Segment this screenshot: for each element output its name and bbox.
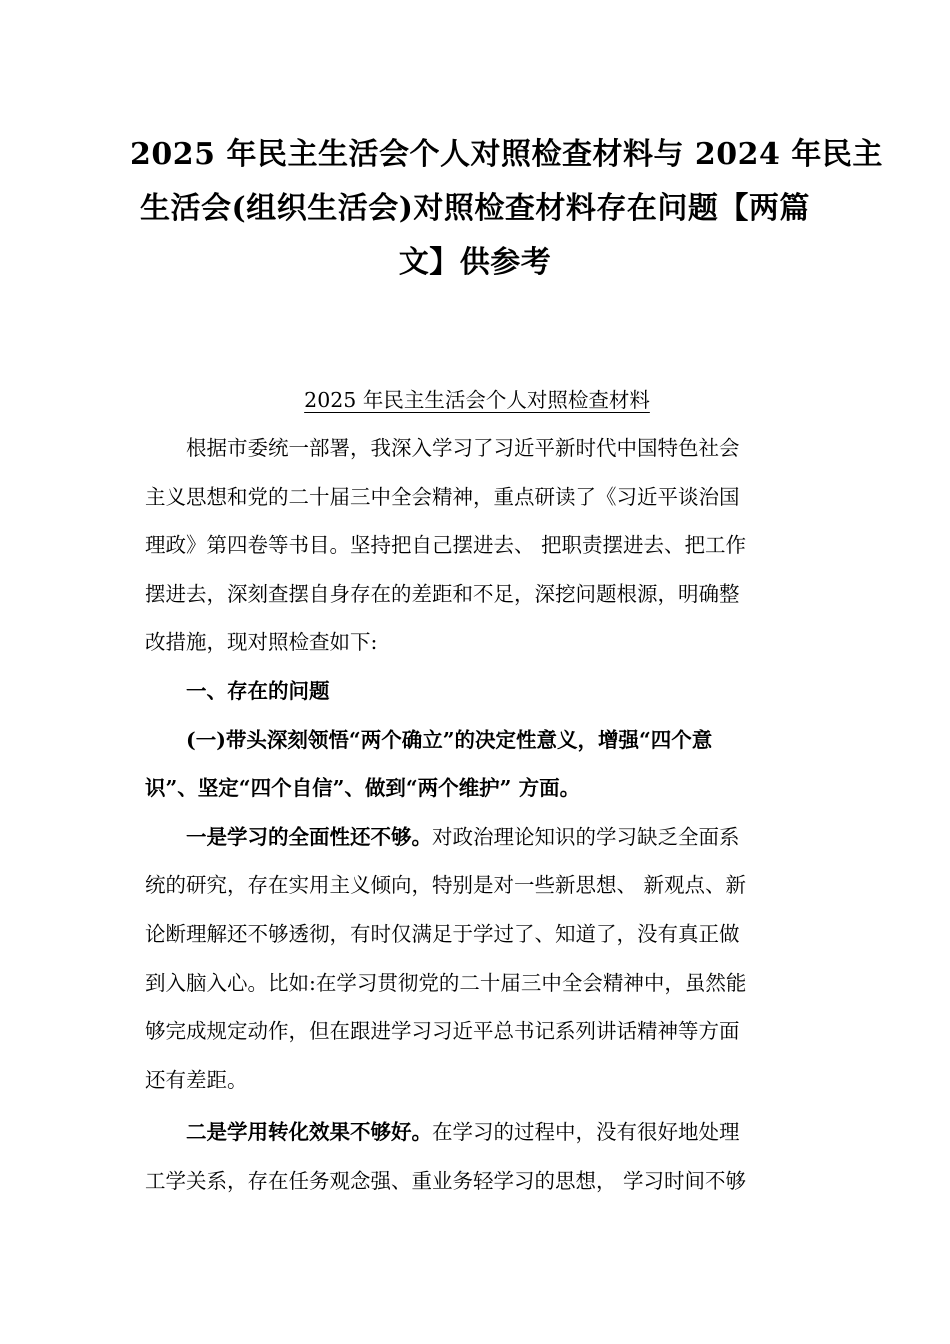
point-2-paragraph bbox=[145, 1108, 809, 1205]
intro-line-2: 主义思想和党的二十届三中全会精神，重点研读了《习近平谈治国 bbox=[145, 484, 740, 509]
title-line-1: 2025 年民主生活会个人对照检查材料与 2024 年民主 bbox=[130, 137, 883, 172]
point-1-line-4: 到入脑入心。比如:在学习贯彻党的二十届三中全会精神中，虽然能 bbox=[145, 970, 747, 995]
point-2-line-1 bbox=[145, 1108, 809, 1157]
point-1-lead: 一是学习的全面性还不够。 bbox=[186, 824, 432, 849]
heading-1-text: 一、存在的问题 bbox=[186, 678, 330, 703]
title-line-3: 文】供参考 bbox=[398, 245, 552, 280]
document-body bbox=[145, 376, 809, 1206]
intro-line-1: 根据市委统一部署，我深入学习了习近平新时代中国特色社会 bbox=[186, 436, 740, 460]
point-1-line-1 bbox=[145, 813, 809, 862]
heading-1-1-line-1: (一)带头深刻领悟“两个确立”的决定性意义，增强“四个意 bbox=[186, 727, 713, 752]
point-1-paragraph bbox=[145, 813, 809, 1105]
intro-line-3: 理政》第四卷等书目。坚持把自己摆进去、 把职责摆进去、把工作 bbox=[145, 533, 747, 558]
document-title bbox=[130, 128, 883, 290]
point-1-line-3: 论断理解还不够透彻，有时仅满足于学过了、知道了，没有真正做 bbox=[145, 921, 740, 946]
point-1-first-rest: 对政治理论知识的学习缺乏全面系 bbox=[432, 824, 740, 849]
point-2-first-rest: 在学习的过程中，没有很好地处理 bbox=[432, 1120, 740, 1145]
point-1-line-5: 够完成规定动作，但在跟进学习习近平总书记系列讲话精神等方面 bbox=[145, 1019, 740, 1044]
section-title bbox=[145, 376, 809, 424]
intro-line-4: 摆进去，深刻查摆自身存在的差距和不足，深挖问题根源，明确整 bbox=[145, 581, 740, 606]
point-2-line-2: 工学关系，存在任务观念强、重业务轻学习的思想， 学习时间不够 bbox=[145, 1168, 747, 1193]
heading-1 bbox=[145, 667, 809, 716]
point-1-line-6: 还有差距。 bbox=[145, 1067, 248, 1092]
section-title-text: 2025 年民主生活会个人对照检查材料 bbox=[304, 388, 650, 412]
point-1-line-2: 统的研究，存在实用主义倾向，特别是对一些新思想、 新观点、新 bbox=[145, 873, 747, 898]
point-2-lead: 二是学用转化效果不够好。 bbox=[186, 1120, 432, 1145]
heading-1-1 bbox=[145, 716, 809, 813]
intro-line-5: 改措施，现对照检查如下: bbox=[145, 630, 378, 655]
heading-1-1-line-2: 识”、坚定“四个自信”、做到“两个维护” 方面。 bbox=[145, 776, 581, 801]
title-line-2: 生活会(组织生活会)对照检查材料存在问题【两篇 bbox=[140, 191, 810, 226]
intro-paragraph bbox=[145, 424, 809, 667]
